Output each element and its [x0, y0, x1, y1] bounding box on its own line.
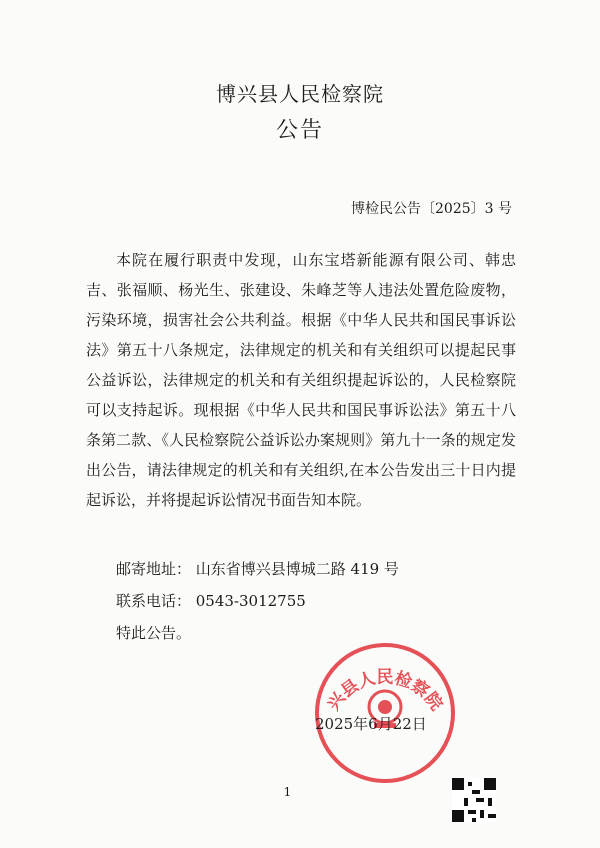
issuing-organization: 博兴县人民检察院 — [216, 82, 384, 106]
page-number: 1 — [283, 785, 292, 799]
issue-date: 2025年6月22日 — [315, 715, 427, 733]
seal-text: 兴县人民检察院 — [323, 667, 447, 715]
contact-phone: 联系电话： 0543-3012755 — [116, 592, 306, 610]
announcement-paragraph: 本院在履行职责中发现，山东宝塔新能源有限公司、韩忠吉、张福顺、杨光生、张建设、朱峰芝等人违法处置危险废物，污染环境，损害社会公共利益。根据《中华人民共和国民事诉讼法》第五十八条规定，法律规定的机关和有关组织可以提起民事公益诉讼，法律规定的机关和有关组织提起诉讼的，人民检察院可以支持起诉。现根据《中华人民共和国民事诉讼法》第五十八条第二款、《人民检察院公益诉讼办案规则》第九十一条的规定发出公告，请法律规定的机关和有关组织,在本公告发出三十日内提起诉讼，并将提起诉讼情况书面告知本院。 — [86, 251, 516, 509]
document-number: 博检民公告〔2025〕3 号 — [351, 201, 512, 217]
mailing-address: 邮寄地址： 山东省博兴县博城二路 419 号 — [116, 560, 399, 578]
closing-statement: 特此公告。 — [116, 624, 192, 642]
qr-code-icon — [452, 778, 496, 822]
document-title: 公告 — [275, 118, 324, 143]
official-seal — [310, 635, 460, 785]
